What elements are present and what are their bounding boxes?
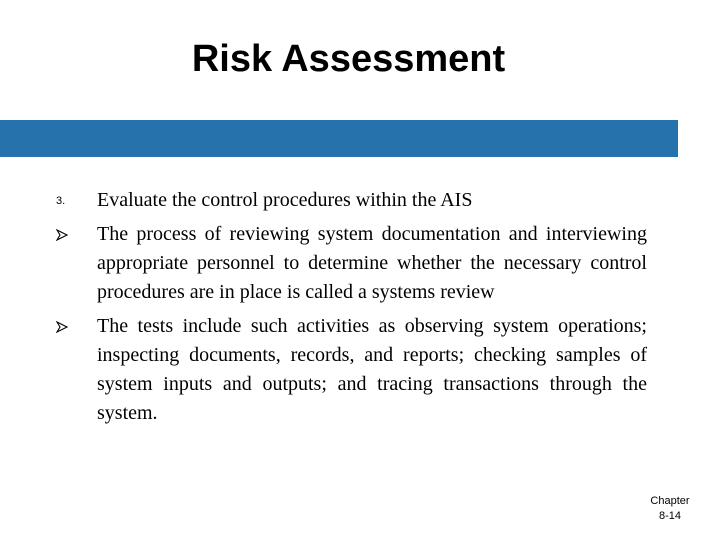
number-marker: 3. [56, 195, 66, 207]
bullet-list [0, 186, 720, 428]
bullet-item-arrow [0, 312, 720, 428]
accent-bar [0, 120, 678, 157]
slide-title: Risk Assessment [191, 38, 506, 80]
chapter-number: 8-14 [658, 510, 682, 522]
chapter-label [640, 494, 700, 524]
bullet-item-number [0, 186, 720, 215]
bullet-item-arrow [0, 220, 720, 307]
arrow-bullet-icon [56, 321, 68, 333]
bullet-marker [0, 312, 97, 341]
bullet-text: The process of reviewing system documentation and interviewing appropriate personnel to determine whether the necessary control procedures are in place is called a systems review [97, 223, 647, 303]
bullet-marker [0, 186, 97, 215]
arrow-bullet-icon [56, 229, 68, 241]
chapter-word: Chapter [650, 495, 690, 507]
bullet-text: The tests include such activities as observing system operations; inspecting documents, records, and reports; checking samples of system inputs and outputs; and tracing transactions through the system. [97, 315, 647, 424]
bullet-marker [0, 220, 97, 249]
bullet-text: Evaluate the control procedures within the AIS [97, 189, 473, 211]
